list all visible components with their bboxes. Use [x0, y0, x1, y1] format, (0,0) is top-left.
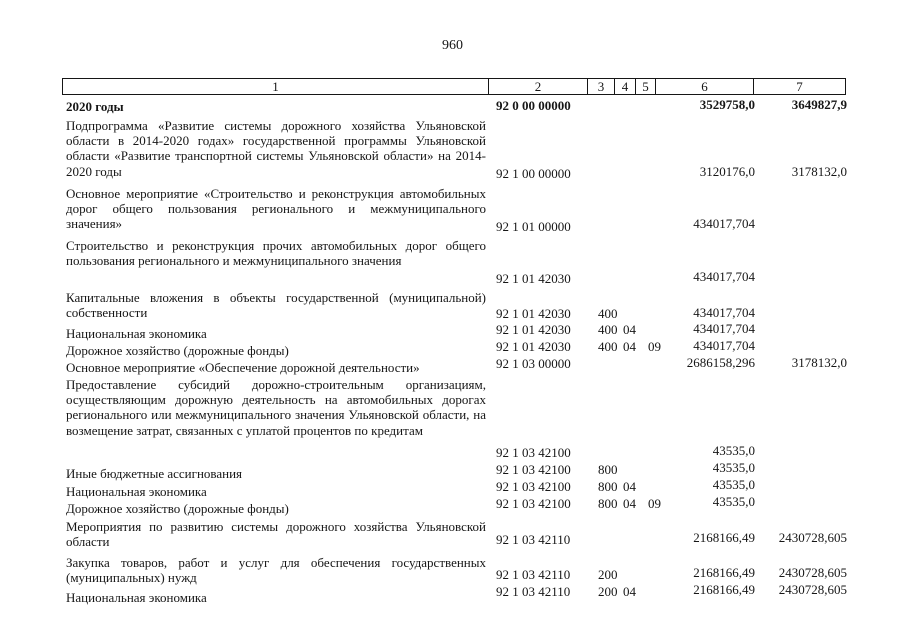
- row-2-year-2019: 434017,704: [693, 216, 755, 231]
- row-5-description: Национальная экономика: [66, 326, 207, 341]
- row-7-year-2020: 3178132,0: [791, 355, 847, 370]
- row-14-year-2020: 2430728,605: [778, 582, 847, 597]
- header-col-3: 3: [587, 79, 614, 94]
- row-3-description: Строительство и реконструкция прочих автомобильных дорог общего пользования регионального и межмуниципального значения: [66, 238, 486, 269]
- header-col-6: 6: [655, 79, 753, 94]
- row-1-year-2020: 3178132,0: [791, 164, 847, 179]
- row-5-code: 92 1 01 42030: [496, 322, 571, 337]
- row-12-year-2019: 2168166,49: [693, 530, 755, 545]
- header-col-2: 2: [488, 79, 587, 94]
- row-2-description: Основное мероприятие «Строительство и реконструкция автомобильных дорог общего пользования регионального и межмуниципального значения»: [66, 186, 486, 232]
- row-13-expense-type: 200: [598, 567, 618, 582]
- row-12-code: 92 1 03 42110: [496, 532, 571, 547]
- row-4-description: Капитальные вложения в объекты государственной (муниципальной) собственности: [66, 290, 486, 321]
- row-12-year-2020: 2430728,605: [778, 530, 847, 545]
- row-11-code: 92 1 03 42100: [496, 496, 571, 511]
- row-6-subsection: 09: [648, 339, 661, 354]
- row-14-expense-type: 200: [598, 584, 618, 599]
- row-2-code: 92 1 01 00000: [496, 219, 571, 234]
- row-10-code: 92 1 03 42100: [496, 479, 571, 494]
- row-0-description: 2020 годы: [66, 99, 124, 114]
- row-6-code: 92 1 01 42030: [496, 339, 571, 354]
- row-1-code: 92 1 00 00000: [496, 166, 571, 181]
- row-4-expense-type: 400: [598, 306, 618, 321]
- row-4-year-2019: 434017,704: [693, 305, 755, 320]
- row-0-code: 92 0 00 00000: [496, 98, 571, 113]
- row-8-year-2019: 43535,0: [712, 443, 755, 458]
- row-9-code: 92 1 03 42100: [496, 462, 571, 477]
- row-5-section: 04: [623, 322, 636, 337]
- row-6-section: 04: [623, 339, 636, 354]
- row-7-description: Основное мероприятие «Обеспечение дорожной деятельности»: [66, 360, 420, 375]
- row-10-description: Национальная экономика: [66, 484, 207, 499]
- row-12-description: Мероприятия по развитию системы дорожного хозяйства Ульяновской области: [66, 519, 486, 550]
- row-11-subsection: 09: [648, 496, 661, 511]
- row-3-year-2019: 434017,704: [693, 269, 755, 284]
- row-14-description: Национальная экономика: [66, 590, 207, 605]
- page-number: 960: [442, 38, 463, 53]
- row-13-description: Закупка товаров, работ и услуг для обеспечения государственных (муниципальных) нужд: [66, 555, 486, 586]
- header-col-4: 4: [614, 79, 635, 94]
- row-4-code: 92 1 01 42030: [496, 306, 571, 321]
- row-7-code: 92 1 03 00000: [496, 356, 571, 371]
- row-6-description: Дорожное хозяйство (дорожные фонды): [66, 343, 289, 358]
- row-11-expense-type: 800: [598, 496, 618, 511]
- row-9-description: Иные бюджетные ассигнования: [66, 466, 243, 481]
- row-14-section: 04: [623, 584, 636, 599]
- row-0-year-2019: 3529758,0: [699, 97, 755, 112]
- header-col-1: 1: [272, 79, 279, 94]
- row-13-year-2019: 2168166,49: [693, 565, 755, 580]
- header-col-5: 5: [635, 79, 655, 94]
- row-11-year-2019: 43535,0: [712, 494, 755, 509]
- table-header: [62, 78, 846, 95]
- row-5-expense-type: 400: [598, 322, 618, 337]
- row-5-year-2019: 434017,704: [693, 321, 755, 336]
- row-3-code: 92 1 01 42030: [496, 271, 571, 286]
- row-11-description: Дорожное хозяйство (дорожные фонды): [66, 501, 289, 516]
- row-14-code: 92 1 03 42110: [496, 584, 571, 599]
- row-7-year-2019: 2686158,296: [686, 355, 755, 370]
- row-13-year-2020: 2430728,605: [778, 565, 847, 580]
- row-6-year-2019: 434017,704: [693, 338, 755, 353]
- row-8-description: Предоставление субсидий дорожно-строительным организациям, осуществляющим дорожную деятельность на автомобильных дорогах регионального или межмуниципального значения Ульяновской области, на возмещение затрат, связанных с уплатой процентов по кредитам: [66, 377, 486, 438]
- header-col-7: 7: [753, 79, 845, 94]
- row-10-expense-type: 800: [598, 479, 618, 494]
- row-9-year-2019: 43535,0: [712, 460, 755, 475]
- row-14-year-2019: 2168166,49: [693, 582, 755, 597]
- row-9-expense-type: 800: [598, 462, 618, 477]
- row-11-section: 04: [623, 496, 636, 511]
- row-1-year-2019: 3120176,0: [699, 164, 755, 179]
- row-13-code: 92 1 03 42110: [496, 567, 571, 582]
- row-8-code: 92 1 03 42100: [496, 445, 571, 460]
- row-1-description: Подпрограмма «Развитие системы дорожного хозяйства Ульяновской области в 2014-2020 годах» государственной программы Ульяновской области «Развитие транспортной системы Ульяновской области» на 2014-2020 годы: [66, 118, 486, 179]
- row-10-section: 04: [623, 479, 636, 494]
- row-6-expense-type: 400: [598, 339, 618, 354]
- row-0-year-2020: 3649827,9: [791, 97, 847, 112]
- row-10-year-2019: 43535,0: [712, 477, 755, 492]
